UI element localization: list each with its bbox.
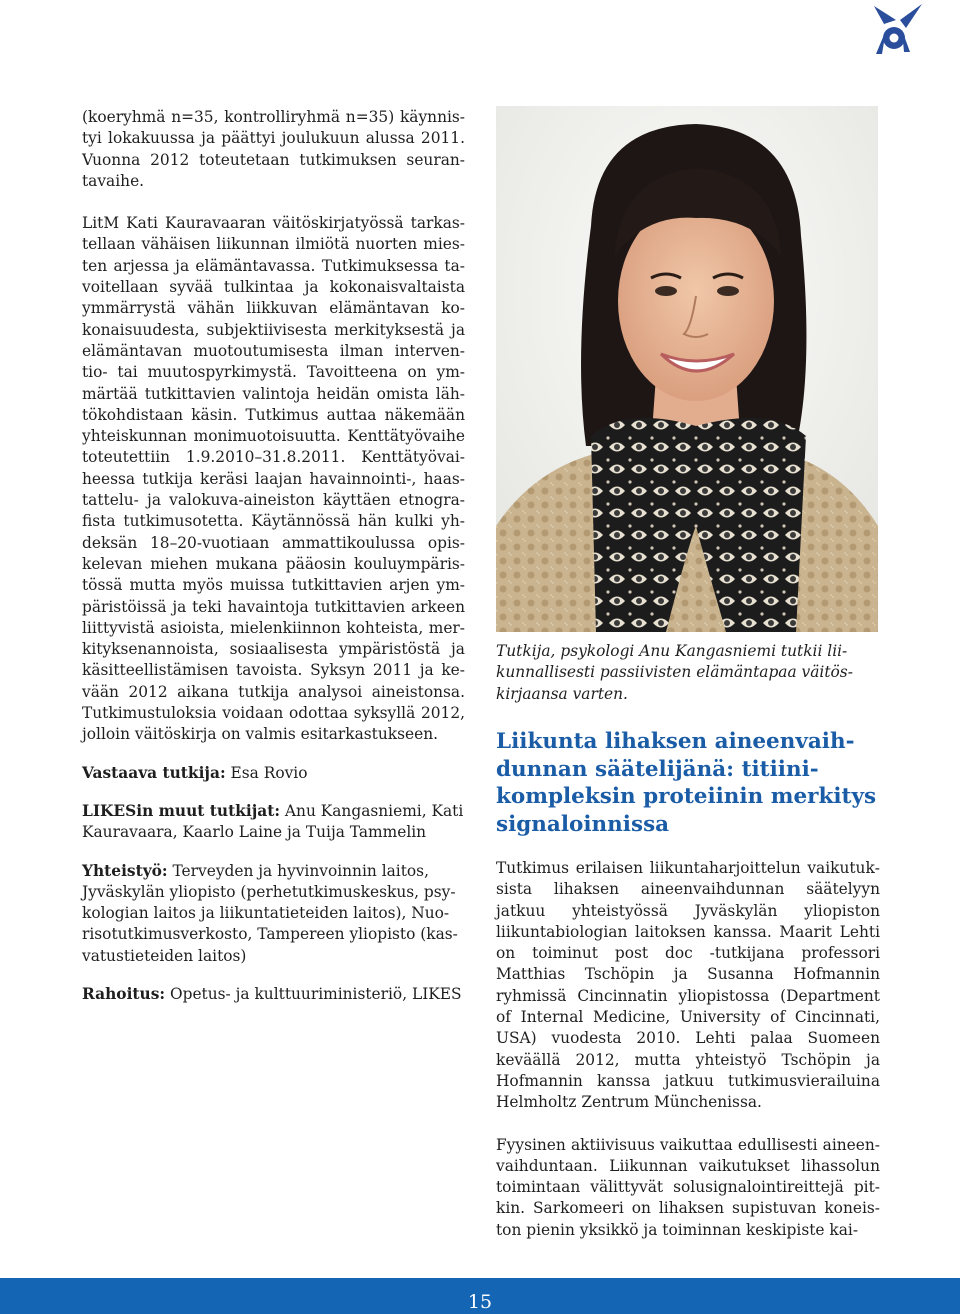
section-heading: Liikunta lihaksen aineenvaihdunnan säätelijänä: titiinikompleksin proteiinin merkitys signaloinnissa — [496, 729, 877, 837]
body-paragraph: Fyysinen aktiivisuus vaikuttaa edullisesti aineenvaihduntaan. Liikunnan vaikutukset lihassolun toimintaan välittyvät solusignalointireittejä pitkin. Sarkomeeri on lihaksen supistuvan koneiston pienin yksikkö ja toiminnan keskipiste kai- — [496, 1135, 880, 1239]
cooperation — [82, 861, 465, 967]
right-column — [496, 858, 880, 1241]
meta-value: Anu Kangasniemi, Kati Kauravaara, Kaarlo Laine ja Tuija Tammelin — [82, 801, 464, 842]
meta-label: Yhteistyö: — [82, 861, 168, 880]
left-column — [82, 107, 465, 1005]
body-paragraph: (koeryhmä n=35, kontrolliryhmä n=35) käynnistyi lokakuussa ja päättyi joulukuun alussa 2011. Vuonna 2012 toteutetaan tutkimuksen seurantavaihe. — [82, 108, 465, 190]
portrait-photo — [496, 106, 878, 632]
photo-caption: Tutkija, psykologi Anu Kangasniemi tutkii liikunnallisesti passiivisten elämäntapaa väitöskirjaansa varten. — [496, 642, 853, 703]
body-paragraph: Tutkimus erilaisen liikuntaharjoittelun vaikutuksista lihaksen aineenvaihdunnan säätelyyn jatkuu yhteistyössä Jyväskylän yliopiston liikuntabiologian laitoksen kanssa. Maarit Lehti on toiminut post doc -tutkijana professori Matthias Tschöpin ja Susanna Hofmannin ryhmissä Cincinnatin yliopistossa (Department of Internal Medicine, University of Cincinnati, USA) vuodesta 2010. Lehti palaa Suomeen keväällä 2012, mutta yhteistyö Tschöpin ja Hofmannin kanssa jatkuu tutkimusvierailuina Helmholtz Zentrum Münchenissa. — [496, 859, 880, 1112]
page-number: 15 — [467, 1291, 493, 1313]
body-paragraph: LitM Kati Kauravaaran väitöskirjatyössä tarkastellaan vähäisen liikunnan ilmiötä nuorten miesten arjessa ja elämäntavassa. Tutkimuksessa tavoitellaan syvää tulkintaa ja kokonaisvaltaista ymmärrystä vähän liikkuvan elämäntavan kokonaisuudesta, subjektiivisesta merkityksestä ja elämäntavan muotoutumisesta ilman interventio- tai muutospyrkimystä. Tavoitteena on ymmärtää tutkittavien valintoja heidän omista lähtökohdistaan käsin. Tutkimus auttaa näkemään yhteiskunnan monimuotoisuutta. Kenttätyövaihe toteutettiin 1.9.2010–31.8.2011. Kenttätyövaiheessa tutkija keräsi laajan havainnointi-, haastattelu- ja valokuva-aineiston käyttäen etnografista tutkimusotetta. Käytännössä hän kulki yhdeksän 18–20-vuotiaan ammattikoulussa opiskelevan miehen mukana pääosin kouluympäristössä mutta myös muissa tutkittavien arjen ympäristöissä ja teki havaintoja tutkittavien arkeen liittyvistä asioista, mielenkiinnon kohteista, merkityksenannoista, sosiaalisesta ympäristöstä ja käsitteellistämisen tavoista. Syksyn 2011 ja kevään 2012 aikana tutkija analysoi aineistonsa. Tutkimustuloksia voidaan odottaa syksyllä 2012, jolloin väitöskirja on valmis esitarkastukseen. — [82, 214, 465, 744]
meta-label: Rahoitus: — [82, 984, 166, 1003]
meta-label: LIKESin muut tutkijat: — [82, 801, 281, 820]
funding — [82, 984, 465, 1005]
meta-label: Vastaava tutkija: — [82, 763, 226, 782]
meta-value: Esa Rovio — [225, 763, 308, 782]
meta-value: Opetus- ja kulttuuriministeriö, LIKES — [165, 984, 462, 1003]
likes-logo-icon — [866, 0, 926, 58]
other-researchers — [82, 801, 465, 844]
meta-value: Terveyden ja hyvinvoinnin laitos, Jyväskylän yliopisto (perhetutkimuskeskus, psykologian laitos ja liikuntatieteiden laitos), Nuorisotutkimusverkosto, Tampereen yliopisto (kasvatustieteiden laitos) — [82, 861, 458, 965]
responsible-researcher — [82, 763, 465, 784]
